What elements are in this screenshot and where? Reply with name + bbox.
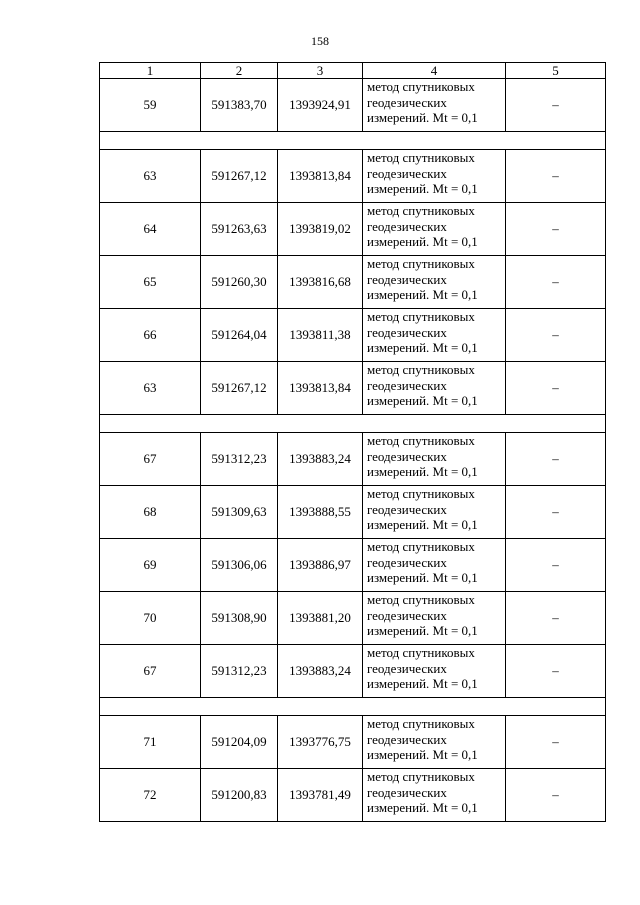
coord-y: 1393888,55 (278, 486, 363, 539)
coord-y: 1393781,49 (278, 769, 363, 822)
table-body (100, 79, 606, 822)
method-line: метод спутниковых (367, 433, 475, 448)
method-description (363, 645, 506, 698)
table-row (100, 79, 606, 132)
table-row (100, 203, 606, 256)
point-number: 70 (100, 592, 201, 645)
table-row (100, 716, 606, 769)
method-description (363, 309, 506, 362)
column-5-dash: – (506, 256, 606, 309)
point-number: 72 (100, 769, 201, 822)
method-line: метод спутниковых (367, 362, 475, 377)
header-row (100, 63, 606, 79)
method-description (363, 150, 506, 203)
method-line: метод спутниковых (367, 79, 475, 94)
method-line: геодезических (367, 94, 447, 110)
header-col-4: 4 (363, 63, 506, 79)
coordinates-table (99, 62, 606, 822)
coord-y: 1393819,02 (278, 203, 363, 256)
method-line: измерений. Mt = 0,1 (367, 623, 478, 638)
method-line: метод спутниковых (367, 150, 475, 165)
method-line: метод спутниковых (367, 592, 475, 607)
method-line: измерений. Mt = 0,1 (367, 747, 478, 762)
table-row (100, 645, 606, 698)
coord-x: 591200,83 (201, 769, 278, 822)
method-line: геодезических (367, 554, 447, 570)
coord-y: 1393881,20 (278, 592, 363, 645)
separator-row (100, 698, 606, 716)
method-description (363, 433, 506, 486)
point-number: 69 (100, 539, 201, 592)
method-line: геодезических (367, 607, 447, 623)
point-number: 66 (100, 309, 201, 362)
table-row (100, 433, 606, 486)
method-line: измерений. Mt = 0,1 (367, 570, 478, 585)
column-5-dash: – (506, 486, 606, 539)
coord-y: 1393813,84 (278, 150, 363, 203)
coord-x: 591263,63 (201, 203, 278, 256)
coord-y: 1393816,68 (278, 256, 363, 309)
method-line: геодезических (367, 324, 447, 340)
method-line: метод спутниковых (367, 645, 475, 660)
coord-x: 591267,12 (201, 150, 278, 203)
method-line: геодезических (367, 448, 447, 464)
table-row (100, 539, 606, 592)
coord-y: 1393813,84 (278, 362, 363, 415)
method-line: геодезических (367, 731, 447, 747)
method-line: измерений. Mt = 0,1 (367, 287, 478, 302)
coord-x: 591306,06 (201, 539, 278, 592)
column-5-dash: – (506, 79, 606, 132)
method-line: измерений. Mt = 0,1 (367, 676, 478, 691)
method-line: геодезических (367, 165, 447, 181)
method-line: измерений. Mt = 0,1 (367, 464, 478, 479)
point-number: 67 (100, 645, 201, 698)
point-number: 67 (100, 433, 201, 486)
point-number: 64 (100, 203, 201, 256)
column-5-dash: – (506, 203, 606, 256)
method-line: измерений. Mt = 0,1 (367, 234, 478, 249)
separator-cell (100, 698, 606, 716)
method-line: геодезических (367, 660, 447, 676)
method-line: геодезических (367, 784, 447, 800)
method-description (363, 362, 506, 415)
method-line: измерений. Mt = 0,1 (367, 110, 478, 125)
method-line: метод спутниковых (367, 539, 475, 554)
coord-x: 591264,04 (201, 309, 278, 362)
table-row (100, 362, 606, 415)
method-description (363, 79, 506, 132)
table-row (100, 309, 606, 362)
separator-row (100, 415, 606, 433)
coord-y: 1393924,91 (278, 79, 363, 132)
table-row (100, 592, 606, 645)
method-description (363, 486, 506, 539)
method-description (363, 592, 506, 645)
coord-x: 591312,23 (201, 645, 278, 698)
method-description (363, 203, 506, 256)
column-5-dash: – (506, 645, 606, 698)
method-description (363, 769, 506, 822)
column-5-dash: – (506, 769, 606, 822)
method-line: геодезических (367, 501, 447, 517)
method-line: измерений. Mt = 0,1 (367, 340, 478, 355)
method-line: метод спутниковых (367, 203, 475, 218)
separator-cell (100, 132, 606, 150)
method-line: геодезических (367, 218, 447, 234)
header-col-1: 1 (100, 63, 201, 79)
method-line: измерений. Mt = 0,1 (367, 517, 478, 532)
separator-cell (100, 415, 606, 433)
coord-y: 1393886,97 (278, 539, 363, 592)
coord-x: 591312,23 (201, 433, 278, 486)
method-line: метод спутниковых (367, 769, 475, 784)
coord-y: 1393883,24 (278, 433, 363, 486)
coord-x: 591204,09 (201, 716, 278, 769)
method-line: метод спутниковых (367, 716, 475, 731)
column-5-dash: – (506, 539, 606, 592)
header-col-5: 5 (506, 63, 606, 79)
point-number: 71 (100, 716, 201, 769)
method-description (363, 539, 506, 592)
table-row (100, 256, 606, 309)
table-row (100, 769, 606, 822)
column-5-dash: – (506, 150, 606, 203)
column-5-dash: – (506, 592, 606, 645)
method-line: измерений. Mt = 0,1 (367, 181, 478, 196)
point-number: 68 (100, 486, 201, 539)
method-line: измерений. Mt = 0,1 (367, 800, 478, 815)
point-number: 63 (100, 362, 201, 415)
table-row (100, 150, 606, 203)
method-line: метод спутниковых (367, 256, 475, 271)
column-5-dash: – (506, 716, 606, 769)
column-5-dash: – (506, 362, 606, 415)
table-row (100, 486, 606, 539)
point-number: 59 (100, 79, 201, 132)
page-number: 158 (311, 34, 329, 48)
point-number: 65 (100, 256, 201, 309)
coord-y: 1393776,75 (278, 716, 363, 769)
method-line: геодезических (367, 271, 447, 287)
coord-x: 591267,12 (201, 362, 278, 415)
method-description (363, 716, 506, 769)
separator-row (100, 132, 606, 150)
header-col-2: 2 (201, 63, 278, 79)
method-line: измерений. Mt = 0,1 (367, 393, 478, 408)
coord-x: 591308,90 (201, 592, 278, 645)
point-number: 63 (100, 150, 201, 203)
column-5-dash: – (506, 433, 606, 486)
method-description (363, 256, 506, 309)
method-line: метод спутниковых (367, 309, 475, 324)
coord-y: 1393883,24 (278, 645, 363, 698)
coord-x: 591383,70 (201, 79, 278, 132)
method-line: метод спутниковых (367, 486, 475, 501)
coord-x: 591260,30 (201, 256, 278, 309)
header-col-3: 3 (278, 63, 363, 79)
column-5-dash: – (506, 309, 606, 362)
coord-y: 1393811,38 (278, 309, 363, 362)
coord-x: 591309,63 (201, 486, 278, 539)
method-line: геодезических (367, 377, 447, 393)
